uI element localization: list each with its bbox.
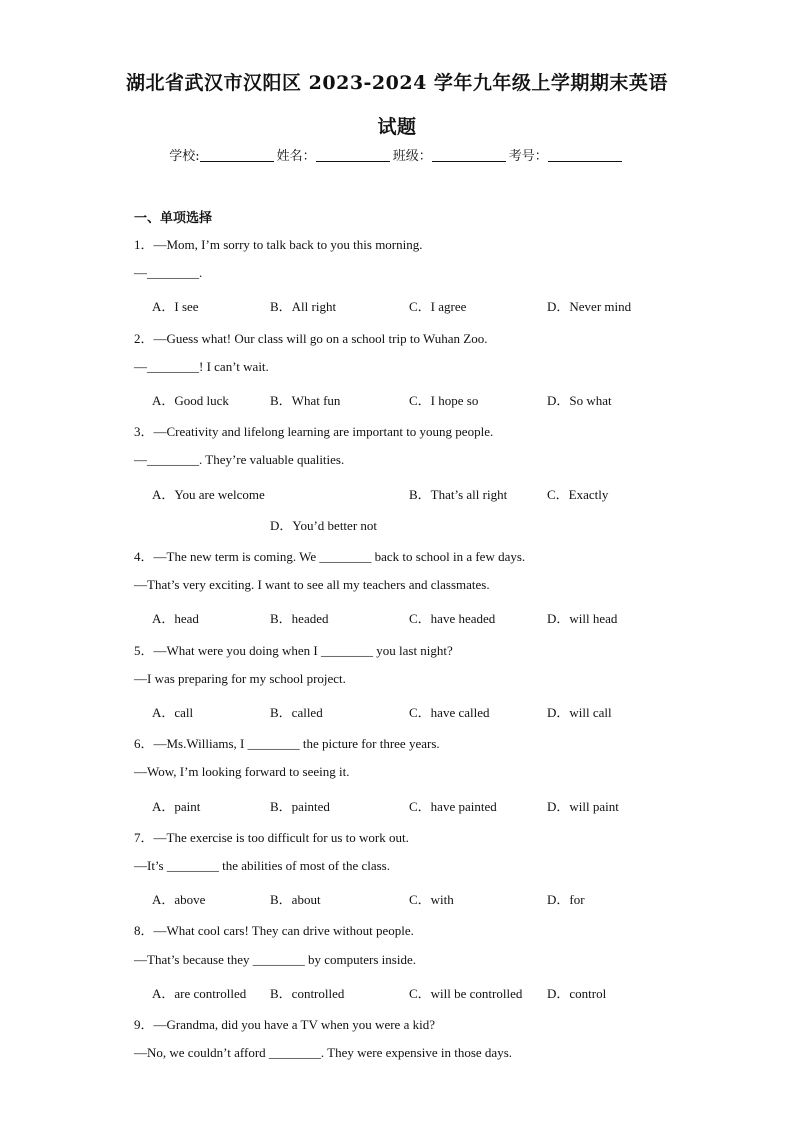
question-9-response: —No, we couldn’t afford ________. They were expensive in those days. bbox=[134, 1045, 513, 1060]
question-2-option-a[interactable]: A．Good luck bbox=[152, 393, 229, 408]
exam-title: 湖北省武汉市汉阳区 2023-2024 学年九年级上学期期末英语 bbox=[126, 72, 668, 94]
id-blank[interactable] bbox=[548, 148, 622, 162]
question-7-option-a[interactable]: A．above bbox=[152, 892, 206, 907]
name-label: 姓名： bbox=[276, 149, 316, 164]
question-6-option-d[interactable]: D．will paint bbox=[547, 799, 619, 814]
question-1-option-c[interactable]: C．I agree bbox=[409, 299, 467, 314]
school-blank[interactable] bbox=[200, 148, 274, 162]
question-3-option-c[interactable]: C．Exactly bbox=[547, 487, 609, 502]
question-2-response: —________! I can’t wait. bbox=[134, 359, 269, 374]
question-5-option-a[interactable]: A．call bbox=[152, 705, 194, 720]
question-2-option-c[interactable]: C．I hope so bbox=[409, 393, 479, 408]
question-4-option-d[interactable]: D．will head bbox=[547, 611, 618, 626]
question-8-option-c[interactable]: C．will be controlled bbox=[409, 986, 523, 1001]
question-5-option-d[interactable]: D．will call bbox=[547, 705, 612, 720]
id-label: 考号： bbox=[508, 149, 548, 164]
question-5-response: —I was preparing for my school project. bbox=[134, 671, 346, 686]
question-2-text: 2．—Guess what! Our class will go on a school trip to Wuhan Zoo. bbox=[134, 331, 488, 346]
question-8-text: 8．—What cool cars! They can drive without people. bbox=[134, 923, 414, 938]
question-7-option-c[interactable]: C．with bbox=[409, 892, 454, 907]
question-1-text: 1．—Mom, I’m sorry to talk back to you this morning. bbox=[134, 237, 423, 252]
question-6-text: 6．—Ms.Williams, I ________ the picture for three years. bbox=[134, 736, 440, 751]
name-blank[interactable] bbox=[316, 148, 390, 162]
question-4-response: —That’s very exciting. I want to see all my teachers and classmates. bbox=[134, 577, 490, 592]
question-3-option-a[interactable]: A．You are welcome bbox=[152, 487, 265, 502]
question-6-option-a[interactable]: A．paint bbox=[152, 799, 201, 814]
question-4-option-b[interactable]: B．headed bbox=[270, 611, 329, 626]
question-2-option-d[interactable]: D．So what bbox=[547, 393, 612, 408]
question-3-response: —________. They’re valuable qualities. bbox=[134, 452, 345, 467]
question-5-text: 5．—What were you doing when I ________ you last night? bbox=[134, 643, 453, 658]
question-4-text: 4．—The new term is coming. We ________ back to school in a few days. bbox=[134, 549, 526, 564]
question-7-option-d[interactable]: D．for bbox=[547, 892, 585, 907]
question-7-response: —It’s ________ the abilities of most of the class. bbox=[134, 858, 390, 873]
question-5-option-b[interactable]: B．called bbox=[270, 705, 323, 720]
question-8-option-a[interactable]: A．are controlled bbox=[152, 986, 247, 1001]
question-9-text: 9．—Grandma, did you have a TV when you were a kid? bbox=[134, 1017, 435, 1032]
question-5-option-c[interactable]: C．have called bbox=[409, 705, 490, 720]
question-4-option-a[interactable]: A．head bbox=[152, 611, 199, 626]
class-label: 班级： bbox=[392, 149, 432, 164]
exam-title-continued: 试题 bbox=[377, 116, 417, 138]
question-3-option-b[interactable]: B．That’s all right bbox=[409, 487, 508, 502]
question-7-text: 7．—The exercise is too difficult for us to work out. bbox=[134, 830, 409, 845]
question-4-option-c[interactable]: C．have headed bbox=[409, 611, 496, 626]
student-info-row bbox=[0, 145, 794, 164]
question-8-option-b[interactable]: B．controlled bbox=[270, 986, 345, 1001]
question-1-option-b[interactable]: B．All right bbox=[270, 299, 337, 314]
question-8-response: —That’s because they ________ by computers inside. bbox=[134, 952, 416, 967]
question-6-option-c[interactable]: C．have painted bbox=[409, 799, 497, 814]
school-label: 学校: bbox=[169, 149, 200, 164]
question-1-option-a[interactable]: A．I see bbox=[152, 299, 199, 314]
question-3-text: 3．—Creativity and lifelong learning are important to young people. bbox=[134, 424, 494, 439]
question-3-option-d[interactable]: D．You’d better not bbox=[270, 518, 378, 533]
question-8-option-d[interactable]: D．control bbox=[547, 986, 607, 1001]
question-7-option-b[interactable]: B．about bbox=[270, 892, 321, 907]
section-title: 一、单项选择 bbox=[134, 211, 213, 226]
class-blank[interactable] bbox=[432, 148, 506, 162]
question-6-option-b[interactable]: B．painted bbox=[270, 799, 330, 814]
question-6-response: —Wow, I’m looking forward to seeing it. bbox=[134, 764, 350, 779]
question-1-response: —________. bbox=[134, 265, 203, 280]
question-2-option-b[interactable]: B．What fun bbox=[270, 393, 341, 408]
question-1-option-d[interactable]: D．Never mind bbox=[547, 299, 632, 314]
